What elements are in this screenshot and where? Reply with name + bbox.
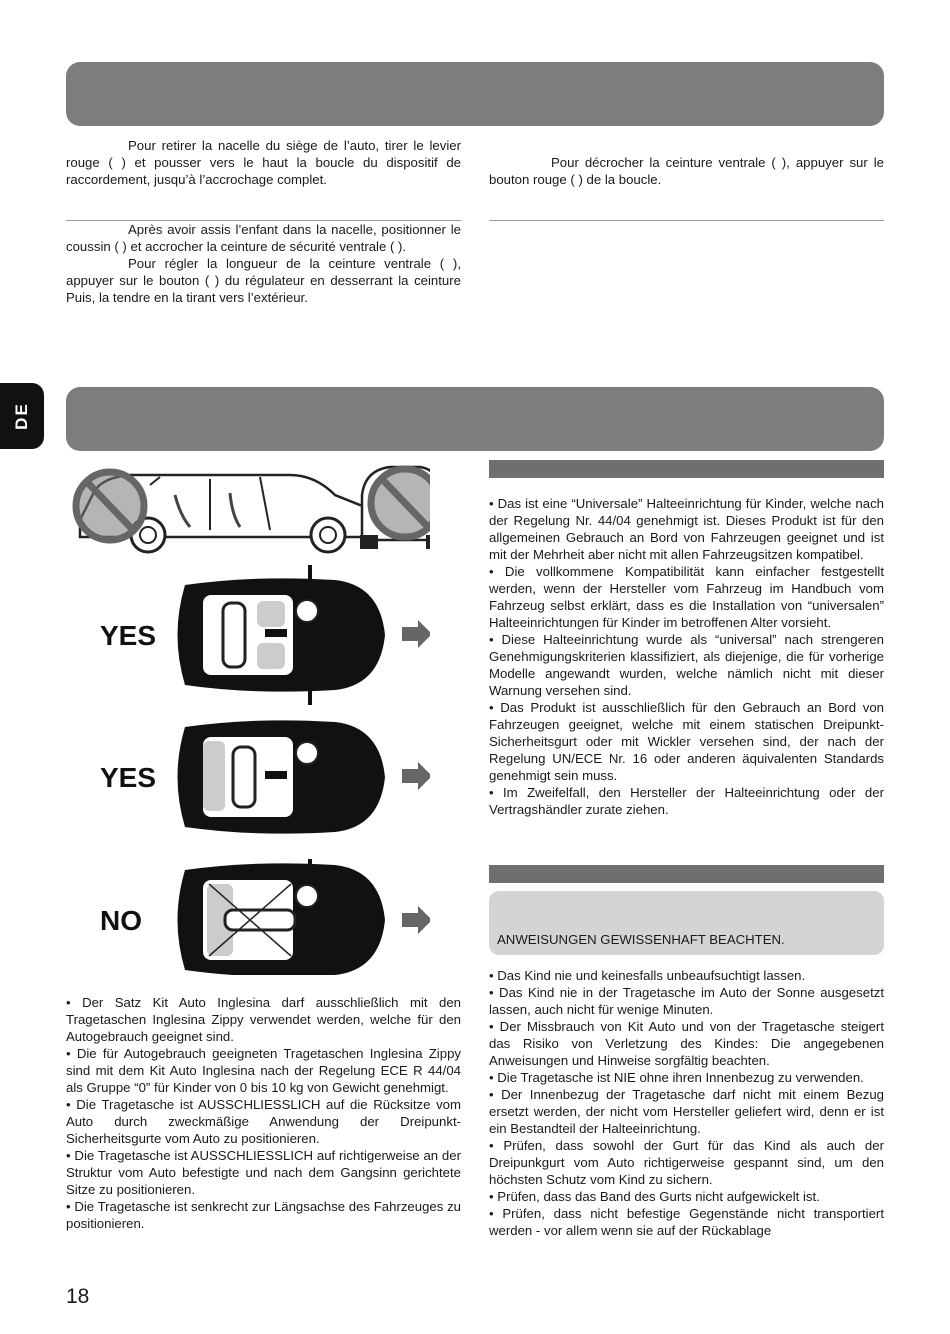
fr-text-block-right <box>489 154 884 188</box>
car-top-yes-icon <box>178 578 386 691</box>
section-header-bar-de <box>66 387 884 451</box>
list-item: • Die vollkommene Kompatibilität kann einfacher festgestellt werden, wenn der Hersteller vom Fahrzeug im Handbuch vom Fahrzeug selbst erklärt, dass es die Installation von “universalen” Halteeinrichtungen für Kinder im betroffenen Alter vorsieht. <box>489 564 884 630</box>
fr-text-block-2 <box>66 221 461 306</box>
car-top-yes-icon <box>178 720 386 833</box>
list-item: • Das Produkt ist ausschließlich für den Gebrauch an Bord von Fahrzeugen geeignet, welche mit einem statischen Dreipunkt-Sicherheitsgurt oder mit Wickler versehen sind, der nach der Regelung UN/ECE Nr. 16 oder anderen äquivalenten Standards genehmigt sein muss. <box>489 700 884 783</box>
list-item: • Die für Autogebrauch geeigneten Tragetaschen Inglesina Zippy sind mit dem Kit Auto Inglesina nach der Regelung ECE R 44/04 als Gruppe “0” für Kinder von 0 bis 10 kg von Gewicht genehmigt. <box>66 1046 461 1095</box>
arrow-right-icon <box>402 620 430 648</box>
label-no: NO <box>100 905 142 936</box>
list-item: • Das ist eine “Universale” Halteeinrichtung für Kinder, welche nach der Regelung Nr. 44/04 genehmigt ist. Dieses Produkt ist für den allgemeinen Gebrauch an Bord von Fahrzeugen geeignet und ist mit der Mehrheit aber nicht mit allen Fahrzeugsitzen kompatibel. <box>489 496 884 562</box>
de-right-bullet-list-1 <box>489 495 884 818</box>
list-item: • Der Satz Kit Auto Inglesina darf ausschließlich mit den Tragetaschen Inglesina Zippy verwendet werden, welche für den Autogebrauch geeignet sind. <box>66 995 461 1044</box>
prohibited-rear-view-icon <box>360 467 430 549</box>
list-item: • Prüfen, dass das Band des Gurts nicht aufgewickelt ist. <box>489 1189 820 1204</box>
fr-paragraph-remove-nacelle: Pour retirer la nacelle du siège de l’auto, tirer le levier rouge ( ) et pousser vers le haut la boucle du dispositif de raccordement, jusqu’à l’accrochage complet. <box>66 138 461 187</box>
language-tab-label: DE <box>12 402 31 430</box>
list-item: • Der Missbrauch von Kit Auto und von der Tragetasche steigert das Risiko von Verletzung des Kindes: Die angegebenen Anweisungen und Hinweise sorgfältig beachten. <box>489 1019 884 1068</box>
list-item: • Prüfen, dass sowohl der Gurt für das Kind als auch der Dreipunkgurt vom Auto richtigerweise gespannt sind, um den höchsten Schutz vom Kind zu sichern. <box>489 1138 884 1187</box>
list-item: • Diese Halteeinrichtung wurde als “universal” nach strengeren Genehmigungskriterien klassifiziert, als diejenige, die für vorherige Modelle angewandt wurden, welche nämlich nicht mit dieser Warnung versehen sind. <box>489 632 884 698</box>
list-item: • Die Tragetasche ist AUSSCHLIESSLICH auf richtigerweise an der Struktur vom Auto befestigte und nach dem Gangsinn gerichtete Sitze zu positionieren. <box>66 1148 461 1197</box>
fr-paragraph-unhook-belt: Pour décrocher la ceinture ventrale ( ), appuyer sur le bouton rouge ( ) de la boucle. <box>489 155 884 187</box>
list-item: • Die Tragetasche ist senkrecht zur Längsachse des Fahrzeuges zu positionieren. <box>66 1199 461 1231</box>
de-right-bullet-list-2 <box>489 967 884 1239</box>
car-installation-illustration <box>60 455 430 975</box>
de-subsection-header-2 <box>489 865 884 883</box>
de-subsection-header-1 <box>489 460 884 478</box>
label-yes-1: YES <box>100 620 157 651</box>
divider-right <box>489 220 884 221</box>
section-header-bar-top <box>66 62 884 126</box>
de-left-bullet-list <box>66 994 461 1232</box>
arrow-right-icon <box>402 906 430 934</box>
list-item: • Im Zweifelfall, den Hersteller der Halteeinrichtung oder der Vertragshändler zurate ziehen. <box>489 785 884 817</box>
fr-paragraph-adjust-belt: Pour régler la longueur de la ceinture ventrale ( ), appuyer sur le bouton ( ) du régulateur en desserrant la ceinture Puis, la tendre en la tirant vers l’extérieur. <box>66 256 461 305</box>
warning-box-text: ANWEISUNGEN GEWISSENHAFT BEACHTEN. <box>497 932 785 947</box>
fr-paragraph-position-cushion: Après avoir assis l’enfant dans la nacelle, positionner le coussin ( ) et accrocher la ceinture de sécurité ventrale ( ). <box>66 222 461 254</box>
arrow-right-icon <box>402 762 430 790</box>
list-item: • Das Kind nie und keinesfalls unbeaufsuchtigt lassen. <box>489 968 806 983</box>
page-number: 18 <box>66 1285 90 1308</box>
list-item: • Die Tragetasche ist AUSSCHLIESSLICH auf die Rücksitze vom Auto durch zweckmäßige Anwendung der Dreipunkt-Sicherheitsgurte vom Auto zu positionieren. <box>66 1097 461 1146</box>
language-tab <box>0 383 44 449</box>
car-top-no-icon <box>178 863 386 975</box>
list-item: • Das Kind nie in der Tragetasche im Auto der Sonne ausgesetzt lassen, auch nicht für wenige Minuten. <box>489 985 884 1017</box>
list-item: • Die Tragetasche ist NIE ohne ihren Innenbezug zu verwenden. <box>489 1070 864 1085</box>
prohibited-side-view-icon <box>76 472 390 552</box>
label-yes-2: YES <box>100 762 157 793</box>
warning-box <box>489 891 884 955</box>
list-item: • Prüfen, dass nicht befestige Gegenstände nicht transportiert werden - vor allem wenn sie auf der Rückablage <box>489 1206 884 1238</box>
list-item: • Der Innenbezug der Tragetasche darf nicht mit einem Bezug ersetzt werden, der nicht vom Hersteller geliefert wird, denn er ist ein Bestandteil der Halteeinrichtung. <box>489 1087 884 1136</box>
fr-text-block-1 <box>66 137 461 188</box>
